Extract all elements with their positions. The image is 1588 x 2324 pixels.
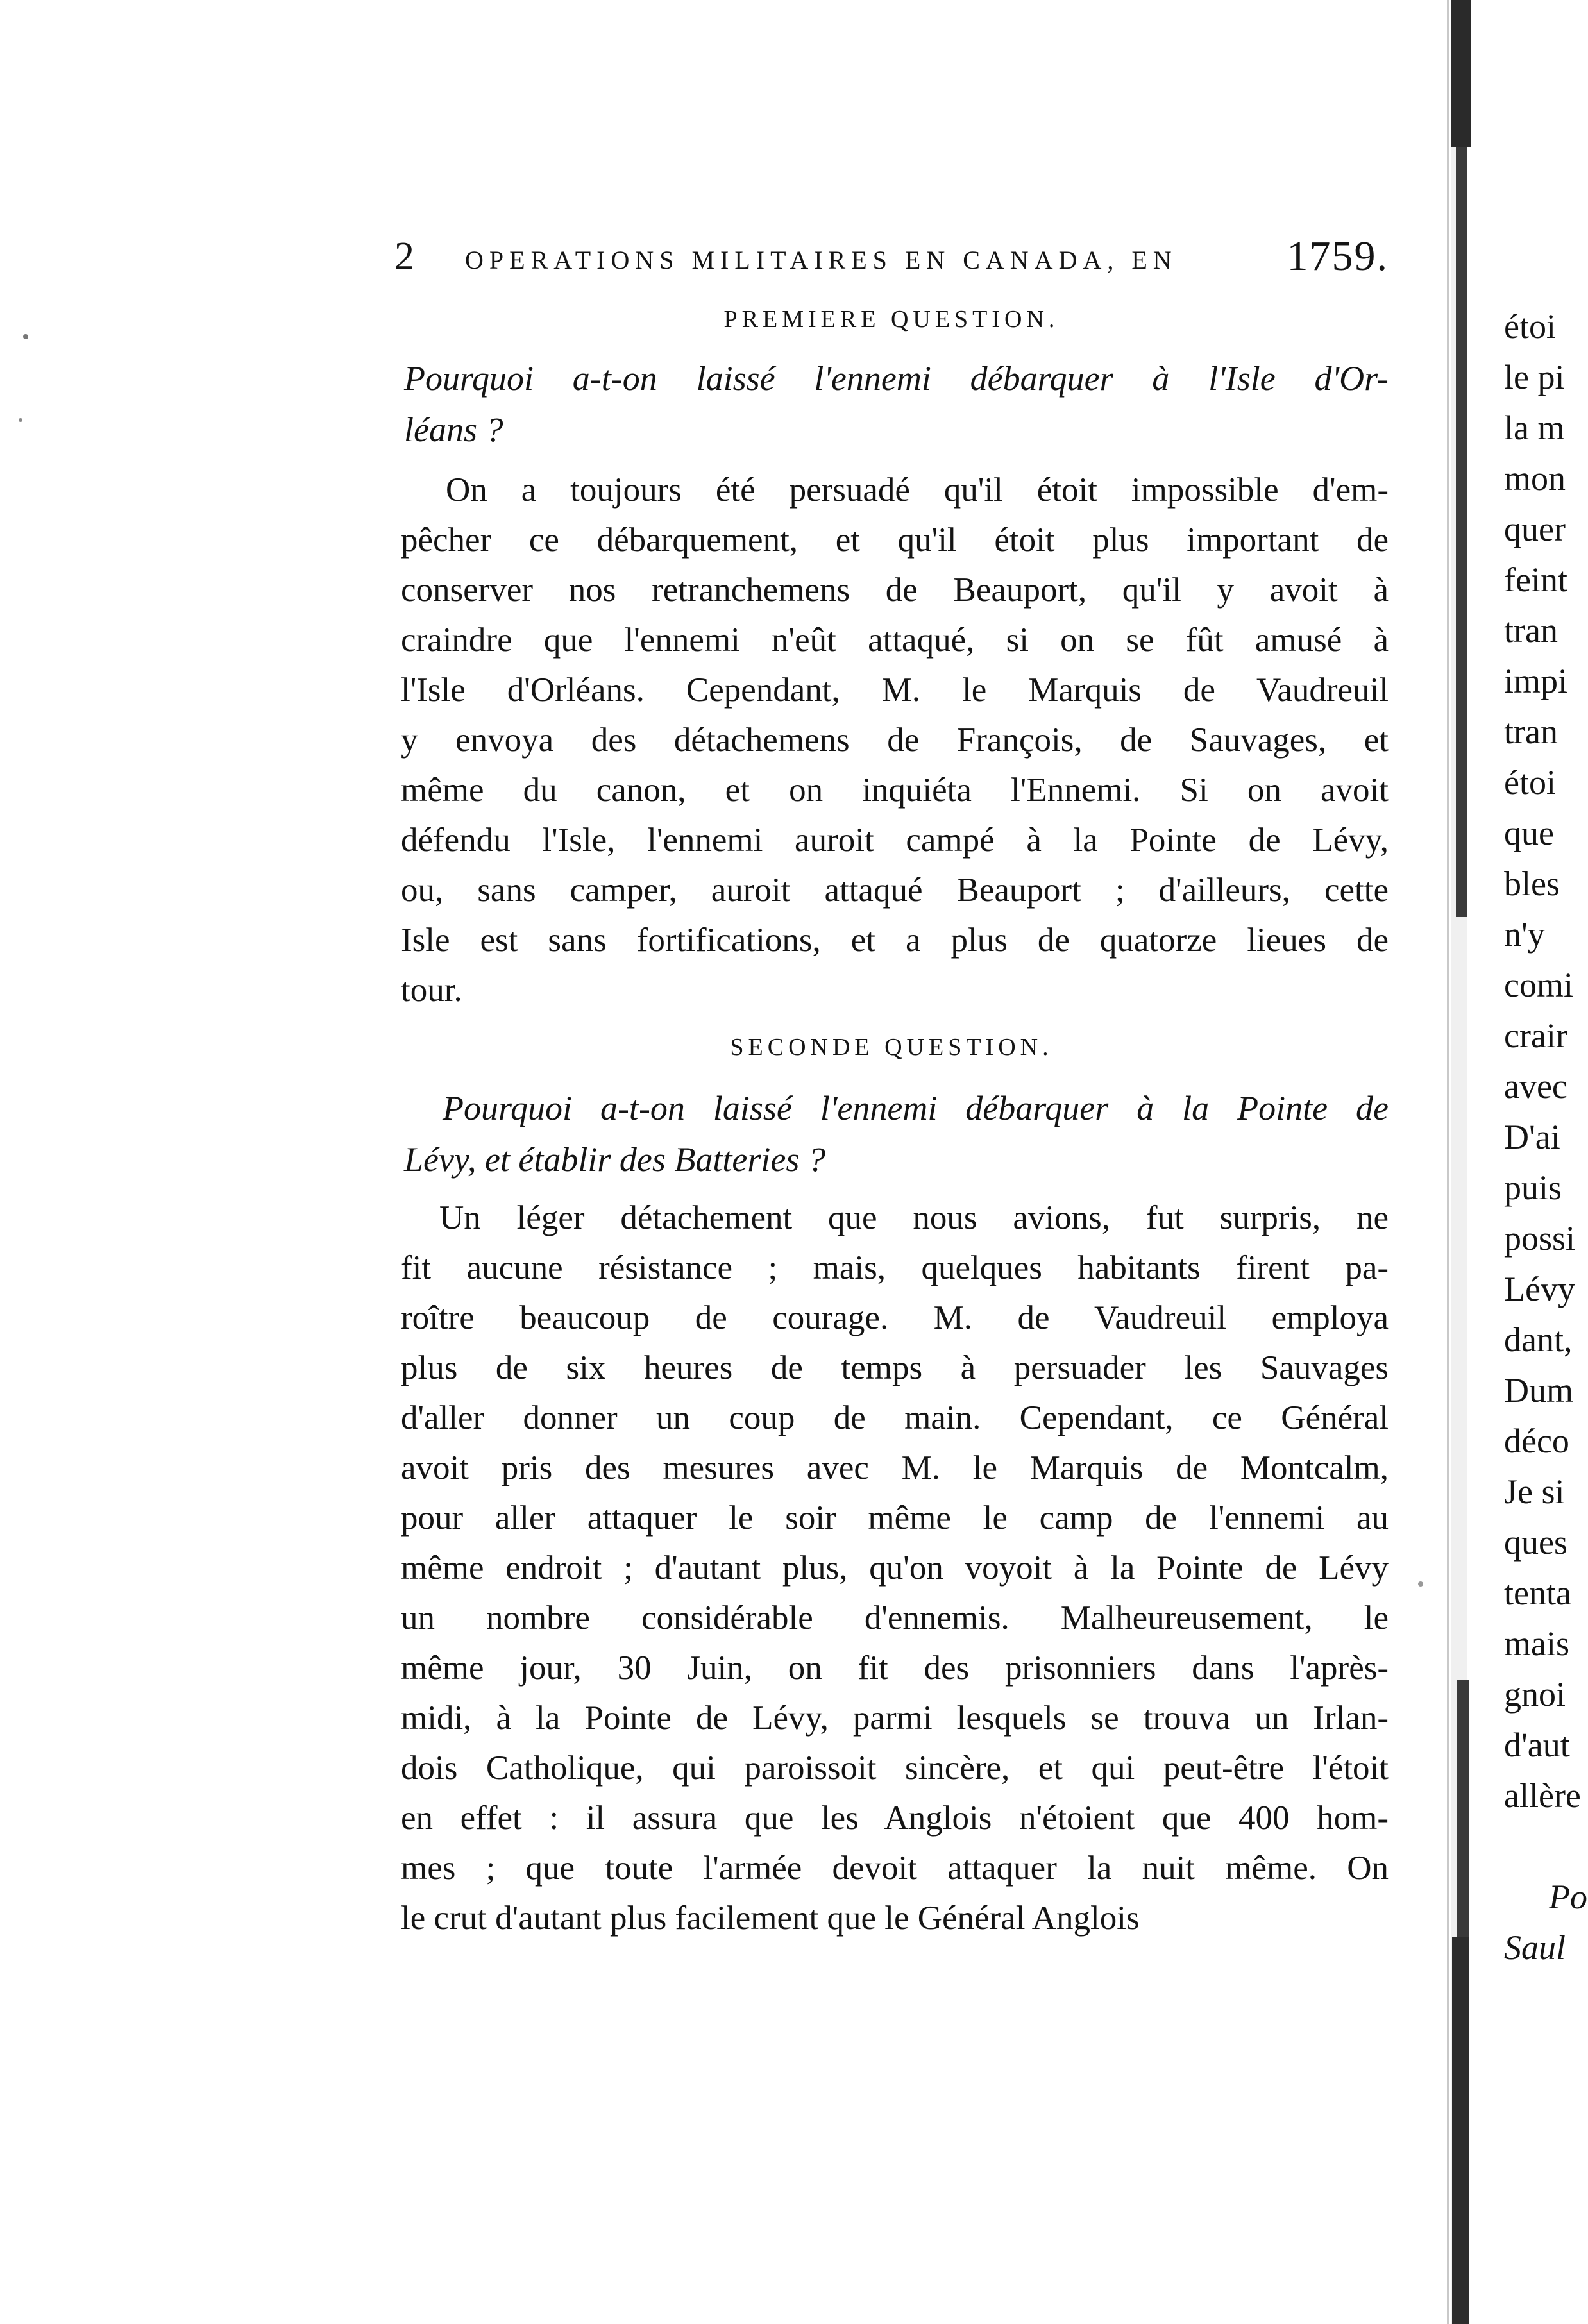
fragment-line: Dum <box>1504 1371 1573 1410</box>
running-head <box>394 228 1389 285</box>
answer-line: même du canon, et on inquiéta l'Ennemi. Si on avoit <box>401 771 1389 809</box>
fragment-line: Je si <box>1504 1472 1565 1511</box>
fragment-line: puis <box>1504 1168 1562 1207</box>
fragment-line: bles <box>1504 864 1560 903</box>
fragment-line: tran <box>1504 611 1558 650</box>
fragment-line: la m <box>1504 408 1565 447</box>
fragment-line: d'aut <box>1504 1726 1570 1764</box>
answer-line: dois Catholique, qui paroissoit sincère, et qui peut-être l'étoit <box>401 1749 1389 1787</box>
answer-line: pêcher ce débarquement, et qu'il étoit plus important de <box>401 521 1389 559</box>
speck <box>19 418 22 422</box>
answer-line: tour. <box>401 972 462 1009</box>
fragment-line: impi <box>1504 662 1568 700</box>
question-text-1 <box>404 353 1389 455</box>
question-line: Pourquoi a-t-on laissé l'ennemi débarquer à la Pointe de <box>443 1089 1389 1127</box>
fragment-line: D'ai <box>1504 1118 1560 1156</box>
fragment-line: que <box>1504 814 1554 852</box>
dark-strip-top <box>1451 0 1471 147</box>
answer-line: fit aucune résistance ; mais, quelques habitants firent pa- <box>401 1249 1389 1286</box>
fragment-line: Lévy <box>1504 1270 1575 1308</box>
fragment-line: étoi <box>1504 307 1556 346</box>
fragment-line: étoi <box>1504 763 1556 802</box>
fragment-line: tenta <box>1504 1574 1571 1612</box>
section-heading-premiere: PREMIERE QUESTION. <box>723 306 1060 333</box>
question-line: Pourquoi a-t-on laissé l'ennemi débarquer à l'Isle d'Or- <box>404 359 1389 398</box>
fragment-line: Po <box>1549 1878 1587 1916</box>
fragment-line: gnoi <box>1504 1675 1566 1714</box>
section-heading-seconde: SECONDE QUESTION. <box>730 1034 1053 1061</box>
fragment-line: déco <box>1504 1422 1569 1460</box>
answer-line: y envoya des détachemens de François, de Sauvages, et <box>401 721 1389 759</box>
answer-line: même jour, 30 Juin, on fit des prisonniers dans l'après- <box>401 1649 1389 1687</box>
running-title: OPERATIONS MILITAIRES EN CANADA, EN <box>465 246 1178 274</box>
answer-line: mes ; que toute l'armée devoit attaquer la nuit même. On <box>401 1849 1389 1887</box>
fragment-line: dant, <box>1504 1320 1573 1359</box>
answer-paragraph-2 <box>401 1193 1389 1943</box>
answer-line: plus de six heures de temps à persuader les Sauvages <box>401 1349 1389 1386</box>
fragment-line: mon <box>1504 459 1566 498</box>
fragment-line: mais <box>1504 1624 1569 1663</box>
dark-strip-upper <box>1456 147 1467 917</box>
answer-line: d'aller donner un coup de main. Cependant, ce Général <box>401 1399 1389 1436</box>
question-line: Lévy, et établir des Batteries ? <box>404 1140 825 1179</box>
answer-line: défendu l'Isle, l'ennemi auroit campé à la Pointe de Lévy, <box>401 821 1389 859</box>
fragment-line: crair <box>1504 1016 1567 1055</box>
answer-paragraph-1 <box>401 465 1389 1015</box>
answer-line: avoit pris des mesures avec M. le Marquis de Montcalm, <box>401 1449 1389 1486</box>
page-number: 2 <box>394 235 414 278</box>
fragment-line: le pi <box>1504 358 1565 396</box>
fragment-line: comi <box>1504 966 1573 1004</box>
fragment-line: allère <box>1504 1776 1581 1815</box>
fragment-line: n'y <box>1504 915 1545 954</box>
answer-line: On a toujours été persuadé qu'il étoit impossible d'em- <box>446 471 1389 509</box>
answer-line: pour aller attaquer le soir même le camp de l'ennemi au <box>401 1499 1389 1537</box>
question-line: léans ? <box>404 410 503 449</box>
fragment-line: tran <box>1504 712 1558 751</box>
answer-line: midi, à la Pointe de Lévy, parmi lesquels se trouva un Irlan- <box>401 1699 1389 1737</box>
answer-line: ou, sans camper, auroit attaqué Beauport ; d'ailleurs, cette <box>401 872 1389 909</box>
answer-line: conserver nos retranchemens de Beauport, qu'il y avoit à <box>401 571 1389 609</box>
answer-line: Un léger détachement que nous avions, fut surpris, ne <box>439 1199 1389 1236</box>
fragment-line <box>1504 1821 1588 1872</box>
answer-line: l'Isle d'Orléans. Cependant, M. le Marquis de Vaudreuil <box>401 671 1389 709</box>
answer-line: le crut d'autant plus facilement que le Général Anglois <box>401 1899 1140 1937</box>
next-page-fragment <box>1504 301 1588 1973</box>
speck <box>1418 1581 1423 1587</box>
question-text-2 <box>404 1082 1389 1185</box>
fragment-line: possi <box>1504 1219 1576 1258</box>
fragment-line: Saul <box>1504 1928 1566 1967</box>
dark-strip-bottom <box>1452 1937 1469 2324</box>
answer-line: même endroit ; d'autant plus, qu'on voyoit à la Pointe de Lévy <box>401 1549 1389 1587</box>
answer-line: roître beaucoup de courage. M. de Vaudreuil employa <box>401 1299 1389 1336</box>
running-year: 1759. <box>1287 233 1389 280</box>
answer-line: Isle est sans fortifications, et a plus de quatorze lieues de <box>401 922 1389 959</box>
fragment-line: feint <box>1504 560 1567 599</box>
answer-line: un nombre considérable d'ennemis. Malheureusement, le <box>401 1599 1389 1637</box>
fragment-line: avec <box>1504 1067 1567 1106</box>
fragment-line: quer <box>1504 510 1566 548</box>
answer-line: craindre que l'ennemi n'eût attaqué, si on se fût amusé à <box>401 621 1389 659</box>
speck <box>23 334 28 339</box>
answer-line: en effet : il assura que les Anglois n'étoient que 400 hom- <box>401 1799 1389 1837</box>
fragment-line: ques <box>1504 1523 1567 1562</box>
